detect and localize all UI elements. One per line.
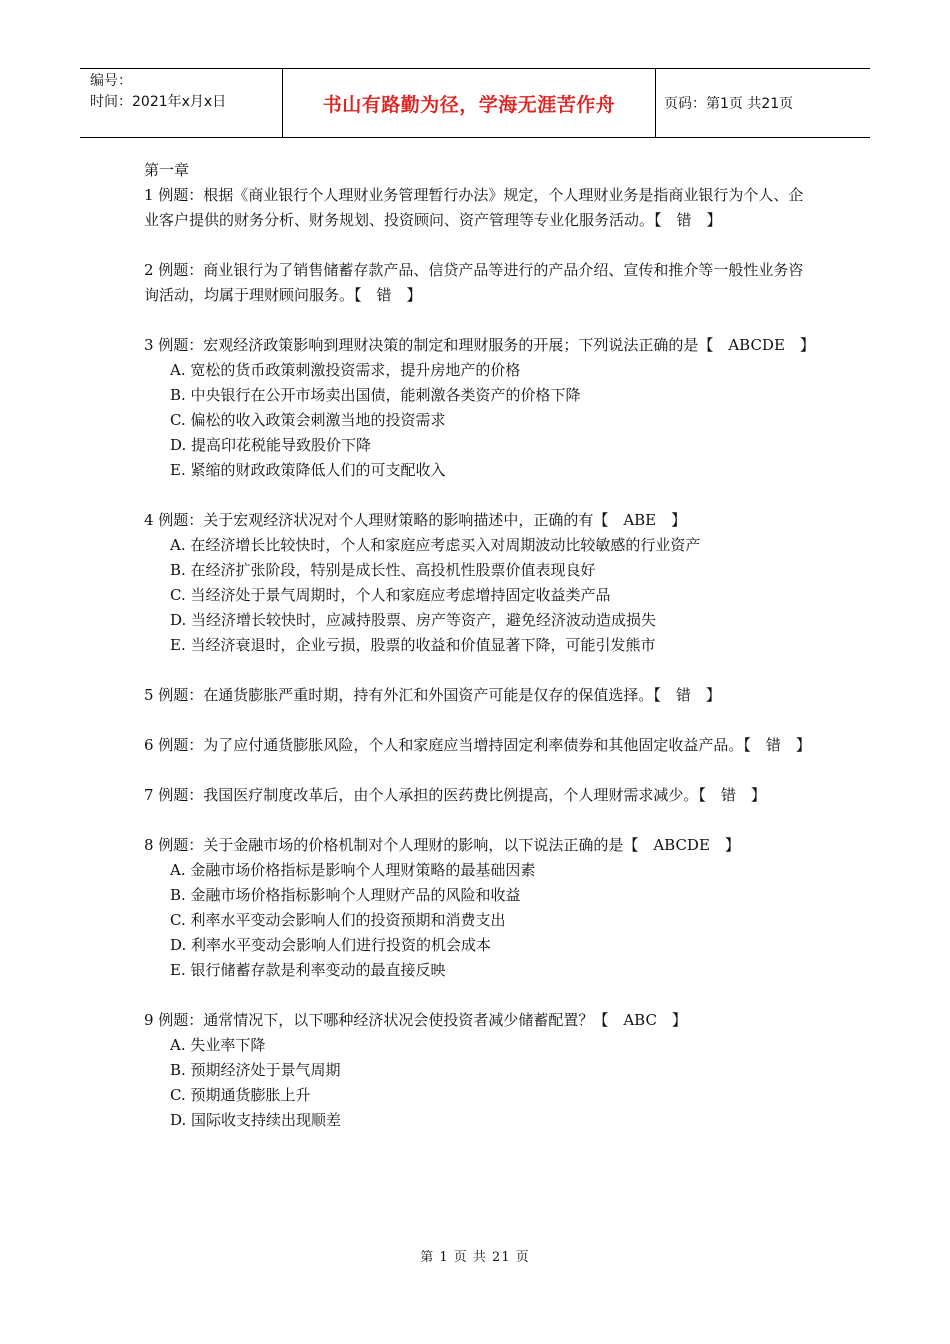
question-1: [144, 183, 816, 233]
option-e: E. 银行储蓄存款是利率变动的最直接反映: [170, 961, 446, 979]
header-page-info-cell: [656, 69, 870, 137]
question-text: 8 例题：关于金融市场的价格机制对个人理财的影响，以下说法正确的是【 ABCDE 】: [144, 836, 740, 854]
option-d: D. 国际收支持续出现顺差: [170, 1111, 342, 1129]
header-meta: [80, 69, 283, 137]
question-text: 4 例题：关于宏观经济状况对个人理财策略的影响描述中，正确的有【 ABE 】: [144, 511, 687, 529]
page-footer: 第 1 页 共 21 页: [420, 1250, 530, 1265]
question-text: 2 例题：商业银行为了销售储蓄存款产品、信贷产品等进行的产品介绍、宣传和推介等一般性业务咨询活动，均属于理财顾问服务。【 错 】: [144, 261, 804, 304]
option-d: D. 当经济增长较快时，应减持股票、房产等资产，避免经济波动造成损失: [170, 611, 657, 629]
option-a: A. 在经济增长比较快时，个人和家庭应考虑买入对周期波动比较敏感的行业资产: [170, 536, 701, 554]
question-text: 7 例题：我国医疗制度改革后，由个人承担的医药费比例提高，个人理财需求减少。【 错 】: [144, 786, 766, 804]
question-6: [144, 733, 816, 758]
question-3: [144, 333, 816, 483]
option-e: E. 紧缩的财政政策降低人们的可支配收入: [170, 461, 446, 479]
option-b: B. 预期经济处于景气周期: [170, 1061, 341, 1079]
option-d: D. 利率水平变动会影响人们进行投资的机会成本: [170, 936, 492, 954]
option-c: C. 预期通货膨胀上升: [170, 1086, 311, 1104]
header-page-info: 页码：第1页 共21页: [664, 96, 794, 112]
header-motto-cell: [283, 69, 656, 137]
question-text: 5 例题：在通货膨胀严重时期，持有外汇和外国资产可能是仅存的保值选择。【 错 】: [144, 686, 721, 704]
question-text: 6 例题：为了应付通货膨胀风险，个人和家庭应当增持固定利率债券和其他固定收益产品。【 错 】: [144, 736, 811, 754]
option-b: B. 在经济扩张阶段，特别是成长性、高投机性股票价值表现良好: [170, 561, 596, 579]
header-motto: 书山有路勤为径，学海无涯苦作舟: [322, 93, 616, 116]
question-text: 1 例题：根据《商业银行个人理财业务管理暂行办法》规定，个人理财业务是指商业银行为个人、企业客户提供的财务分析、财务规划、投资顾问、资产管理等专业化服务活动。【 错 】: [144, 186, 804, 229]
option-c: C. 当经济处于景气周期时，个人和家庭应考虑增持固定收益类产品: [170, 586, 611, 604]
option-a: A. 宽松的货币政策刺激投资需求，提升房地产的价格: [170, 361, 521, 379]
option-d: D. 提高印花税能导致股价下降: [170, 436, 372, 454]
document-body: [144, 158, 816, 1158]
document-header: [80, 68, 870, 138]
option-c: C. 偏松的收入政策会刺激当地的投资需求: [170, 411, 446, 429]
option-e: E. 当经济衰退时，企业亏损，股票的收益和价值显著下降，可能引发熊市: [170, 636, 656, 654]
option-a: A. 金融市场价格指标是影响个人理财策略的最基础因素: [170, 861, 536, 879]
option-c: C. 利率水平变动会影响人们的投资预期和消费支出: [170, 911, 506, 929]
question-9: [144, 1008, 816, 1133]
time-label: 时间：2021年x月x日: [90, 94, 227, 110]
question-text: 9 例题：通常情况下，以下哪种经济状况会使投资者减少储蓄配置？【 ABC 】: [144, 1011, 687, 1029]
question-2: [144, 258, 816, 308]
option-a: A. 失业率下降: [170, 1036, 266, 1054]
question-8: [144, 833, 816, 983]
option-b: B. 金融市场价格指标影响个人理财产品的风险和收益: [170, 886, 521, 904]
question-5: [144, 683, 816, 708]
question-7: [144, 783, 816, 808]
chapter-title: 第一章: [144, 161, 190, 179]
question-text: 3 例题：宏观经济政策影响到理财决策的制定和理财服务的开展；下列说法正确的是【 ABCDE 】: [144, 336, 815, 354]
number-label: 编号：: [90, 73, 132, 89]
question-4: [144, 508, 816, 658]
option-b: B. 中央银行在公开市场卖出国债，能刺激各类资产的价格下降: [170, 386, 581, 404]
